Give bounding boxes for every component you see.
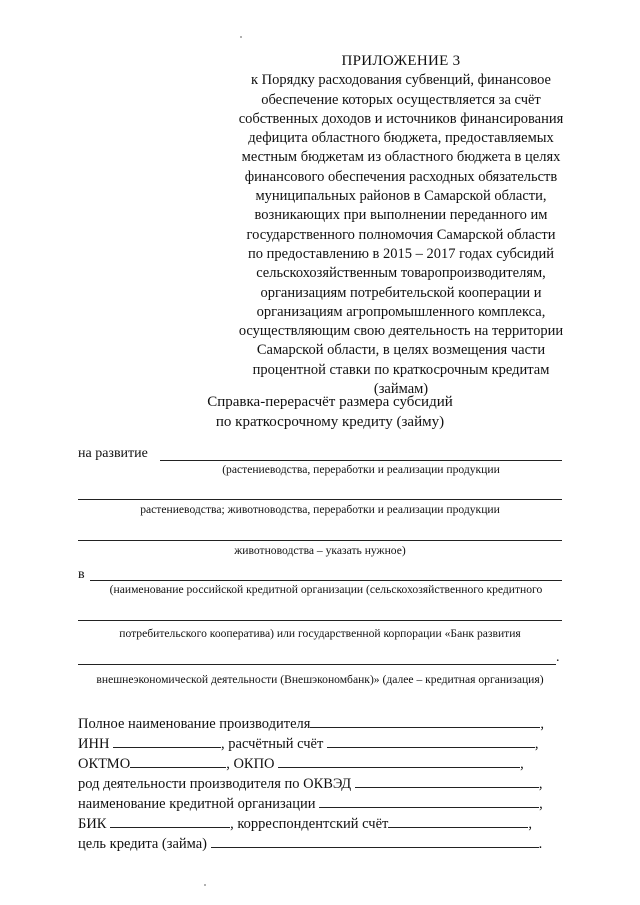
credit-organization-field-3[interactable] <box>78 664 556 665</box>
inn-row: ИНН , расчётный счёт , <box>78 736 539 752</box>
okved-label: род деятельности производителя по ОКВЭД <box>78 776 352 792</box>
bank-row: наименование кредитной организации , <box>78 796 543 812</box>
appendix-line: финансового обеспечения расходных обязательств <box>244 168 558 185</box>
appendix-line: государственного полномочия Самарской области <box>246 226 556 243</box>
appendix-line: дефицита областного бюджета, предоставляемых <box>248 130 554 147</box>
purpose-row: цель кредита (займа) . <box>78 836 543 852</box>
development-field-2[interactable] <box>78 499 562 500</box>
inn-field[interactable] <box>113 735 221 748</box>
account-field[interactable] <box>327 735 535 748</box>
oktmo-row: ОКТМО , ОКПО , <box>78 756 524 772</box>
okpo-label: , ОКПО <box>226 756 275 772</box>
appendix-line: Самарской области, в целях возмещения части <box>256 342 546 359</box>
appendix-line: организациям агропромышленного комплекса, <box>256 303 546 320</box>
oktmo-field[interactable] <box>130 755 226 768</box>
line-end-period: . <box>556 650 560 665</box>
bank-label: наименование кредитной организации <box>78 796 316 812</box>
appendix-line: организациям потребительской кооперации и <box>260 284 542 301</box>
appendix-description <box>212 71 590 399</box>
okved-field[interactable] <box>355 775 539 788</box>
purpose-field[interactable] <box>211 835 539 848</box>
development-caption-3: животноводства – указать нужное) <box>234 544 406 557</box>
full-name-label: Полное наименование производителя <box>78 716 311 732</box>
purpose-label: цель кредита (займа) <box>78 836 208 852</box>
development-caption-2: растениеводства; животноводства, переработки и реализации продукции <box>140 503 500 516</box>
appendix-line: процентной ставки по краткосрочным кредитам <box>252 361 550 378</box>
credit-organization-field[interactable] <box>90 580 562 581</box>
okved-row: род деятельности производителя по ОКВЭД , <box>78 776 543 792</box>
document-title-line-1: Справка-перерасчёт размера субсидий <box>207 394 453 410</box>
credit-organization-caption-3: внешнеэкономической деятельности (Внешэкономбанк)» (далее – кредитная организация) <box>96 673 544 686</box>
bank-field[interactable] <box>319 795 539 808</box>
inn-label: ИНН <box>78 736 110 752</box>
scan-speck <box>240 36 242 38</box>
document-title-line-2: по краткосрочному кредиту (займу) <box>215 414 445 430</box>
appendix-header <box>212 52 590 399</box>
appendix-line: собственных доходов и источников финансирования <box>238 110 564 127</box>
bik-row: БИК , корреспондентский счёт , <box>78 816 532 832</box>
appendix-line: к Порядку расходования субвенций, финансовое <box>251 72 551 89</box>
appendix-line: сельскохозяйственным товаропроизводителям, <box>256 265 546 282</box>
account-label: , расчётный счёт <box>221 736 324 752</box>
okpo-field[interactable] <box>278 755 520 768</box>
full-name-row: Полное наименование производителя , <box>78 716 545 732</box>
appendix-line: по предоставлению в 2015 – 2017 годах субсидий <box>247 245 555 262</box>
credit-organization-caption-1: (наименование российской кредитной организации (сельскохозяйственного кредитного <box>109 583 543 596</box>
appendix-title: ПРИЛОЖЕНИЕ 3 <box>341 53 461 69</box>
appendix-line: обеспечение которых осуществляется за счёт <box>261 91 541 108</box>
oktmo-label: ОКТМО <box>78 756 131 772</box>
credit-organization-caption-2: потребительского кооператива) или государственной корпорации «Банк развития <box>119 627 521 640</box>
scan-speck <box>204 884 206 886</box>
bik-field[interactable] <box>110 815 230 828</box>
development-field[interactable] <box>160 460 562 461</box>
development-caption-1: (растениеводства, переработки и реализации продукции <box>222 463 500 476</box>
credit-organization-field-2[interactable] <box>78 620 562 621</box>
corr-account-label: , корреспондентский счёт <box>230 816 389 832</box>
development-field-3[interactable] <box>78 540 562 541</box>
appendix-line: возникающих при выполнении переданного им <box>254 207 548 224</box>
appendix-line: местным бюджетам из областного бюджета в целях <box>241 149 561 166</box>
full-name-field[interactable] <box>310 715 540 728</box>
bik-label: БИК <box>78 816 107 832</box>
in-label: в <box>78 567 85 582</box>
appendix-line: (займам) <box>373 381 429 398</box>
corr-account-field[interactable] <box>388 815 528 828</box>
appendix-line: осуществляющим свою деятельность на территории <box>238 323 564 340</box>
appendix-line: муниципальных районов в Самарской области, <box>255 188 547 205</box>
document-title <box>170 392 490 432</box>
development-label: на развитие <box>78 446 148 461</box>
